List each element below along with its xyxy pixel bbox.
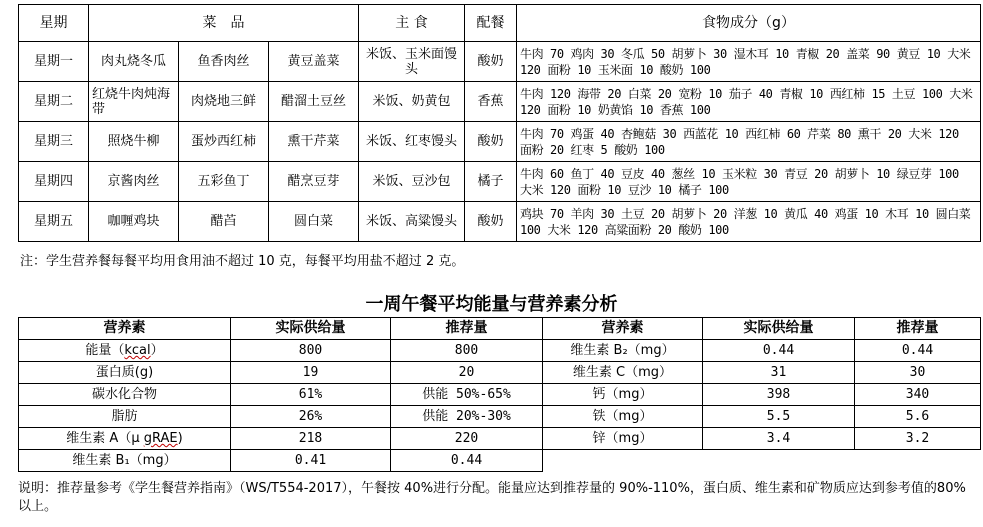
recommended-value: 5.6 [855,406,981,428]
dish-cell: 黄豆盖菜 [269,42,359,82]
actual-value: 26% [231,406,391,428]
nutrient-name: 蛋白质(g) [19,362,231,384]
dish-cell: 醋烹豆芽 [269,162,359,202]
recommended-value: 0.44 [855,340,981,362]
composition-cell: 牛肉 70 鸡肉 30 冬瓜 50 胡萝卜 30 湿木耳 10 青椒 20 盖菜 90 黄豆 10 大米 120 面粉 10 玉米面 10 酸奶 100 [517,42,981,82]
recommended-value: 供能 20%-30% [391,406,543,428]
dish-cell: 鱼香肉丝 [179,42,269,82]
header-side: 配餐 [465,5,517,42]
nutrition-header-row [19,318,981,340]
nutrient-name: 能量（kcal） [19,340,231,362]
header-nutrient: 营养素 [543,318,703,340]
side-cell: 香蕉 [465,82,517,122]
recommended-value: 3.2 [855,428,981,450]
header-staple: 主 食 [359,5,465,42]
dish-cell: 醋苩 [179,202,269,242]
actual-value: 0.44 [703,340,855,362]
nutrition-analysis-table [18,317,981,472]
nutrient-name: 钙（mg） [543,384,703,406]
nutrition-row [19,362,981,384]
recommended-value: 800 [391,340,543,362]
nutrient-name: 维生素 C（mg） [543,362,703,384]
dish-cell: 照烧牛柳 [89,122,179,162]
dish-cell: 醋溜土豆丝 [269,82,359,122]
recommended-value: 供能 50%-65% [391,384,543,406]
day-cell: 星期二 [19,82,89,122]
header-composition: 食物成分（g） [517,5,981,42]
header-actual: 实际供给量 [703,318,855,340]
side-cell: 橘子 [465,162,517,202]
nutrient-name: 维生素 A（μ gRAE) [19,428,231,450]
nutrition-row [19,406,981,428]
dish-cell: 五彩鱼丁 [179,162,269,202]
day-cell: 星期四 [19,162,89,202]
menu-row-wednesday [19,122,981,162]
actual-value: 218 [231,428,391,450]
menu-row-tuesday [19,82,981,122]
empty-cell [703,450,855,472]
staple-cell: 米饭、奶黄包 [359,82,465,122]
nutrient-name: 脂肪 [19,406,231,428]
staple-cell: 米饭、高粱馒头 [359,202,465,242]
day-cell: 星期三 [19,122,89,162]
nutrition-row [19,384,981,406]
menu-header-row [19,5,981,42]
nutrient-name: 维生素 B₁（mg） [19,450,231,472]
menu-row-friday [19,202,981,242]
weekly-menu-table [18,4,981,242]
nutrient-name: 铁（mg） [543,406,703,428]
composition-cell: 牛肉 60 鱼丁 40 豆皮 40 葱丝 10 玉米粒 30 青豆 20 胡萝卜 10 绿豆芽 100 大米 120 面粉 10 豆沙 10 橘子 100 [517,162,981,202]
header-recommended: 推荐量 [391,318,543,340]
actual-value: 19 [231,362,391,384]
actual-value: 31 [703,362,855,384]
nutrient-name: 碳水化合物 [19,384,231,406]
actual-value: 3.4 [703,428,855,450]
header-recommended: 推荐量 [855,318,981,340]
side-cell: 酸奶 [465,122,517,162]
nutrient-name: 锌（mg） [543,428,703,450]
dish-cell: 京酱肉丝 [89,162,179,202]
recommended-value: 20 [391,362,543,384]
empty-cell [855,450,981,472]
composition-cell: 牛肉 70 鸡蛋 40 杏鲍菇 30 西蓝花 10 西红柿 60 芹菜 80 熏干 20 大米 120 面粉 20 红枣 5 酸奶 100 [517,122,981,162]
actual-value: 5.5 [703,406,855,428]
header-day: 星期 [19,5,89,42]
recommended-value: 0.44 [391,450,543,472]
actual-value: 0.41 [231,450,391,472]
dish-cell: 咖喱鸡块 [89,202,179,242]
staple-cell: 米饭、红枣馒头 [359,122,465,162]
menu-note: 注：学生营养餐每餐平均用食用油不超过 10 克，每餐平均用盐不超过 2 克。 [20,254,465,269]
staple-cell: 米饭、豆沙包 [359,162,465,202]
analysis-note: 说明：推荐量参考《学生餐营养指南》（WS/T554-2017），午餐按 40%进行分配。能量应达到推荐量的 90%-110%，蛋白质、维生素和矿物质应达到参考值的80%以上。 [18,481,966,514]
analysis-title: 一周午餐平均能量与营养素分析 [365,294,618,315]
composition-cell: 鸡块 70 羊肉 30 土豆 20 胡萝卜 20 洋葱 10 黄瓜 40 鸡蛋 10 木耳 10 圆白菜 100 大米 120 高粱面粉 20 酸奶 100 [517,202,981,242]
nutrition-row [19,428,981,450]
recommended-value: 340 [855,384,981,406]
header-dishes: 菜 品 [89,5,359,42]
actual-value: 398 [703,384,855,406]
dish-cell: 肉丸烧冬瓜 [89,42,179,82]
dish-cell: 蛋炒西红柿 [179,122,269,162]
nutrient-name: 维生素 B₂（mg） [543,340,703,362]
recommended-value: 220 [391,428,543,450]
dish-cell: 红烧牛肉炖海带 [89,82,179,122]
header-actual: 实际供给量 [231,318,391,340]
actual-value: 800 [231,340,391,362]
nutrition-row [19,340,981,362]
empty-cell [543,450,703,472]
side-cell: 酸奶 [465,202,517,242]
day-cell: 星期五 [19,202,89,242]
dish-cell: 肉烧地三鲜 [179,82,269,122]
recommended-value: 30 [855,362,981,384]
dish-cell: 熏干芹菜 [269,122,359,162]
side-cell: 酸奶 [465,42,517,82]
staple-cell: 米饭、玉米面馒头 [359,42,465,82]
composition-cell: 牛肉 120 海带 20 白菜 20 宽粉 10 茄子 40 青椒 10 西红柿 15 土豆 100 大米 120 面粉 10 奶黄馅 10 香蕉 100 [517,82,981,122]
nutrition-row [19,450,981,472]
dish-cell: 圆白菜 [269,202,359,242]
menu-row-thursday [19,162,981,202]
menu-row-monday [19,42,981,82]
header-nutrient: 营养素 [19,318,231,340]
day-cell: 星期一 [19,42,89,82]
actual-value: 61% [231,384,391,406]
